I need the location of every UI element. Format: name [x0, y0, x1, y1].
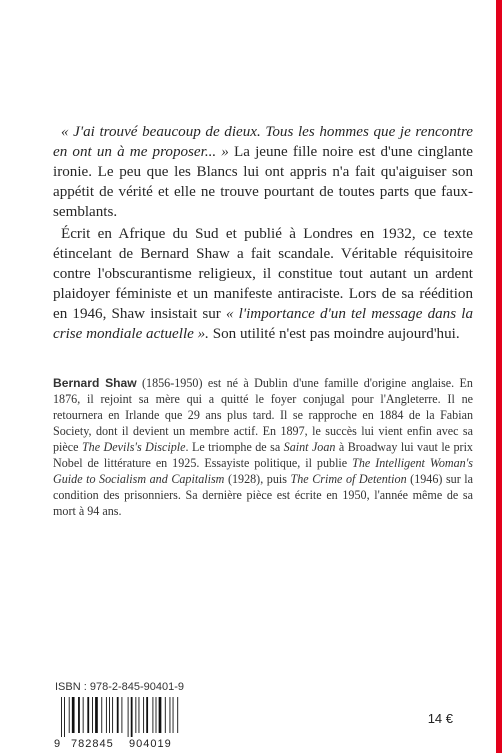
barcode-bar	[156, 697, 157, 733]
barcode-bar	[170, 697, 171, 733]
barcode-digits-right: 904019	[129, 738, 172, 750]
barcode-bar	[83, 697, 84, 733]
cover-edge-stripe	[496, 0, 502, 753]
barcode-bar	[112, 697, 113, 733]
bio-work-title: The Intelligent Woman's Guide to Socialism and Capitalism	[53, 456, 473, 487]
bio-work-title: The Devils's Disciple	[81, 440, 186, 455]
isbn-label: ISBN : 978-2-845-90401-9	[55, 681, 185, 693]
barcode-bar	[152, 697, 153, 733]
barcode-bar	[117, 697, 119, 733]
barcode-bar	[92, 697, 93, 733]
barcode-bar	[109, 697, 110, 733]
blurb-paragraph-1	[53, 122, 473, 222]
barcode-bar	[87, 697, 89, 733]
author-biography-paragraph	[53, 375, 473, 519]
barcode-bar	[78, 697, 80, 733]
barcode-bar	[131, 697, 133, 737]
barcode-digit-first: 9	[54, 738, 61, 750]
author-name: Bernard Shaw	[53, 376, 137, 390]
blurb-shaw-quote: « l'importance d'un tel message dans la crise mondiale actuelle ».	[53, 306, 473, 342]
author-biography	[53, 375, 473, 519]
barcode-bar	[177, 697, 178, 733]
blurb-paragraph-2-text: Écrit en Afrique du Sud et publié à Londres en 1932, ce texte étincelant de Bernard Shaw a fait scandale. Véritable réquisitoire contre l'obscurantisme religieux, il constitue tout autant un ardent plaidoyer féministe et un manifeste antiraciste. Lors de sa réédition en 1946, Shaw insistait sur	[53, 226, 473, 322]
price-label: 14 €	[427, 711, 453, 726]
bio-text-2: . Le triomphe de sa	[185, 440, 284, 455]
barcode-digits-left: 782845	[71, 738, 114, 750]
barcode	[59, 697, 179, 737]
bio-text-3: à Broadway lui vaut le prix Nobel de littérature en 1925. Essayiste politique, il publie	[53, 440, 473, 471]
barcode-bar	[106, 697, 107, 733]
barcode-bar	[159, 697, 162, 733]
blurb-paragraph-1-text: La jeune fille noire est d'une cinglante ironie. Le peu que les Blancs lui ont appris n'a fait qu'aiguiser son appétit de vérité et elle ne trouve pourtant de toutes parts que faux-semblants.	[53, 144, 473, 220]
bio-text-5: (1946) sur la condition des prisonniers. Sa dernière pièce est écrite en 1950, l'année même de sa mort à 94 ans.	[53, 472, 474, 519]
bio-work-title: The Crime of Detention	[290, 472, 407, 487]
blurb-paragraph-2-end: Son utilité n'est pas moindre aujourd'hui.	[208, 326, 460, 342]
barcode-bar	[101, 697, 102, 733]
barcode-bar	[64, 697, 65, 737]
barcode-bar	[143, 697, 144, 733]
blurb-quote: « J'ai trouvé beaucoup de dieux. Tous les hommes que je rencontre en ont un à me proposer... »	[53, 124, 473, 160]
barcode-digits	[54, 738, 184, 752]
bio-text-4: (1928), puis	[224, 472, 291, 487]
barcode-bar	[173, 697, 174, 733]
barcode-bar	[61, 697, 62, 737]
barcode-bar	[128, 697, 129, 737]
barcode-bar	[139, 697, 140, 733]
blurb-text	[53, 122, 473, 344]
barcode-bar	[95, 697, 98, 733]
barcode-bar	[69, 697, 70, 733]
barcode-bar	[165, 697, 166, 733]
bio-text-1: (1856-1950) est né à Dublin d'une famille d'origine anglaise. En 1876, il rejoint sa mère qui a quitté le foyer conjugal pour l'Angleterre. Il ne retournera en Irlande que 29 ans plus tard. Il se rapproche en 1884 de la Fabian Society, dont il devient un membre actif. En 1897, le succès lui vient enfin avec sa pièce	[53, 376, 473, 455]
blurb-paragraph-2	[53, 224, 473, 344]
barcode-bar	[121, 697, 122, 733]
barcode-bar	[72, 697, 75, 733]
bio-work-title: Saint Joan	[283, 440, 336, 455]
barcode-bar	[146, 697, 148, 733]
barcode-bar	[135, 697, 136, 733]
